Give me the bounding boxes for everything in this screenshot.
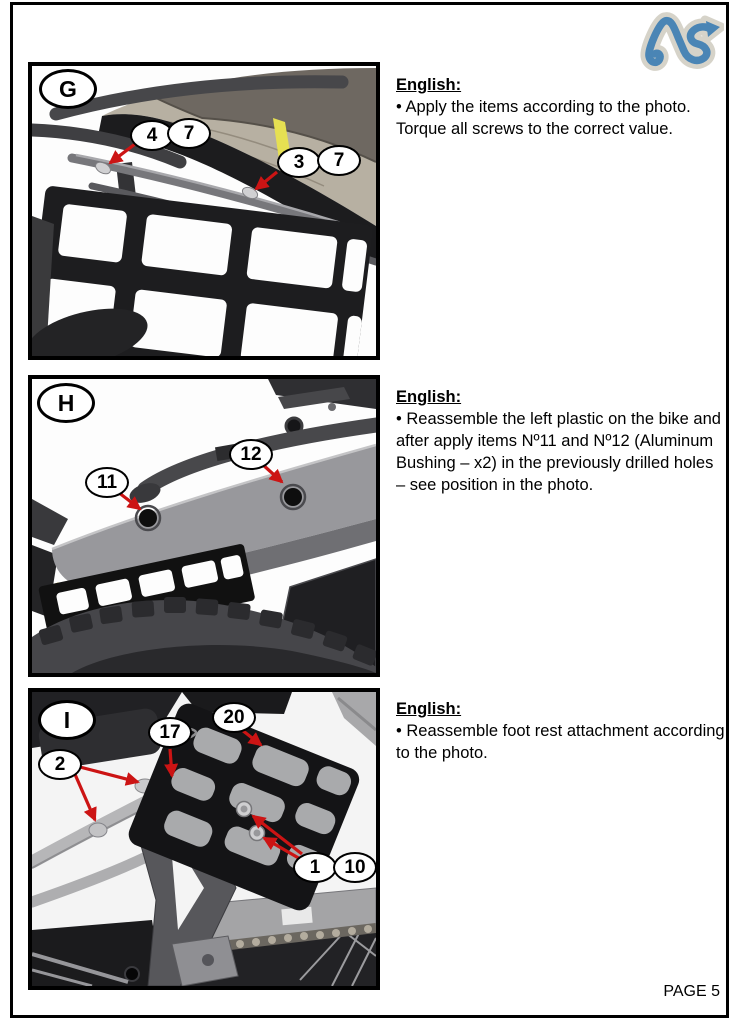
- page-number: PAGE 5: [663, 983, 720, 1000]
- callout-badge: 2: [38, 749, 82, 780]
- drilled-hole-12: [284, 488, 302, 506]
- callout-badge: 11: [85, 467, 129, 498]
- instructions-i: [396, 698, 726, 764]
- callout-badge: 7: [317, 145, 361, 176]
- brand-logo: [636, 8, 724, 72]
- photo-panel-h: [28, 375, 380, 677]
- instruction-paragraph: • Reassemble the left plastic on the bike and after apply items Nº11 and Nº12 (Aluminum Bushing – x2) in the previously drilled holes – see position in the photo.: [396, 410, 721, 494]
- instruction-paragraph: • Reassemble foot rest attachment according to the photo.: [396, 722, 725, 762]
- panel-letter-badge: H: [37, 383, 95, 423]
- callout-badge: 20: [212, 702, 256, 733]
- photo-g-illustration: [32, 66, 376, 356]
- photo-panel-i: [28, 688, 380, 990]
- panel-letter-badge: G: [39, 69, 97, 109]
- instructions-g: [396, 74, 726, 140]
- callout-badge: 12: [229, 439, 273, 470]
- callout-badge: 3: [277, 147, 321, 178]
- callout-badge: 10: [333, 852, 377, 883]
- photo-panel-g: [28, 62, 380, 360]
- instruction-paragraph: Torque all screws to the correct value.: [396, 120, 673, 138]
- instruction-heading: English:: [396, 76, 462, 94]
- instruction-heading: English:: [396, 700, 462, 718]
- callout-badge: 4: [130, 120, 174, 151]
- as-logo-icon: [636, 8, 724, 72]
- bottom-left-hardware: [32, 920, 162, 986]
- frame-lug: [89, 823, 107, 837]
- callout-badge: 7: [167, 118, 211, 149]
- instruction-paragraph: • Apply the items according to the photo.: [396, 98, 691, 116]
- instructions-h: [396, 386, 726, 496]
- panel-letter-badge: I: [38, 700, 96, 740]
- drilled-hole-11: [139, 509, 157, 527]
- callout-badge: 17: [148, 717, 192, 748]
- callout-badge: 1: [293, 852, 337, 883]
- photo-h-illustration: [32, 379, 376, 673]
- instruction-heading: English:: [396, 388, 462, 406]
